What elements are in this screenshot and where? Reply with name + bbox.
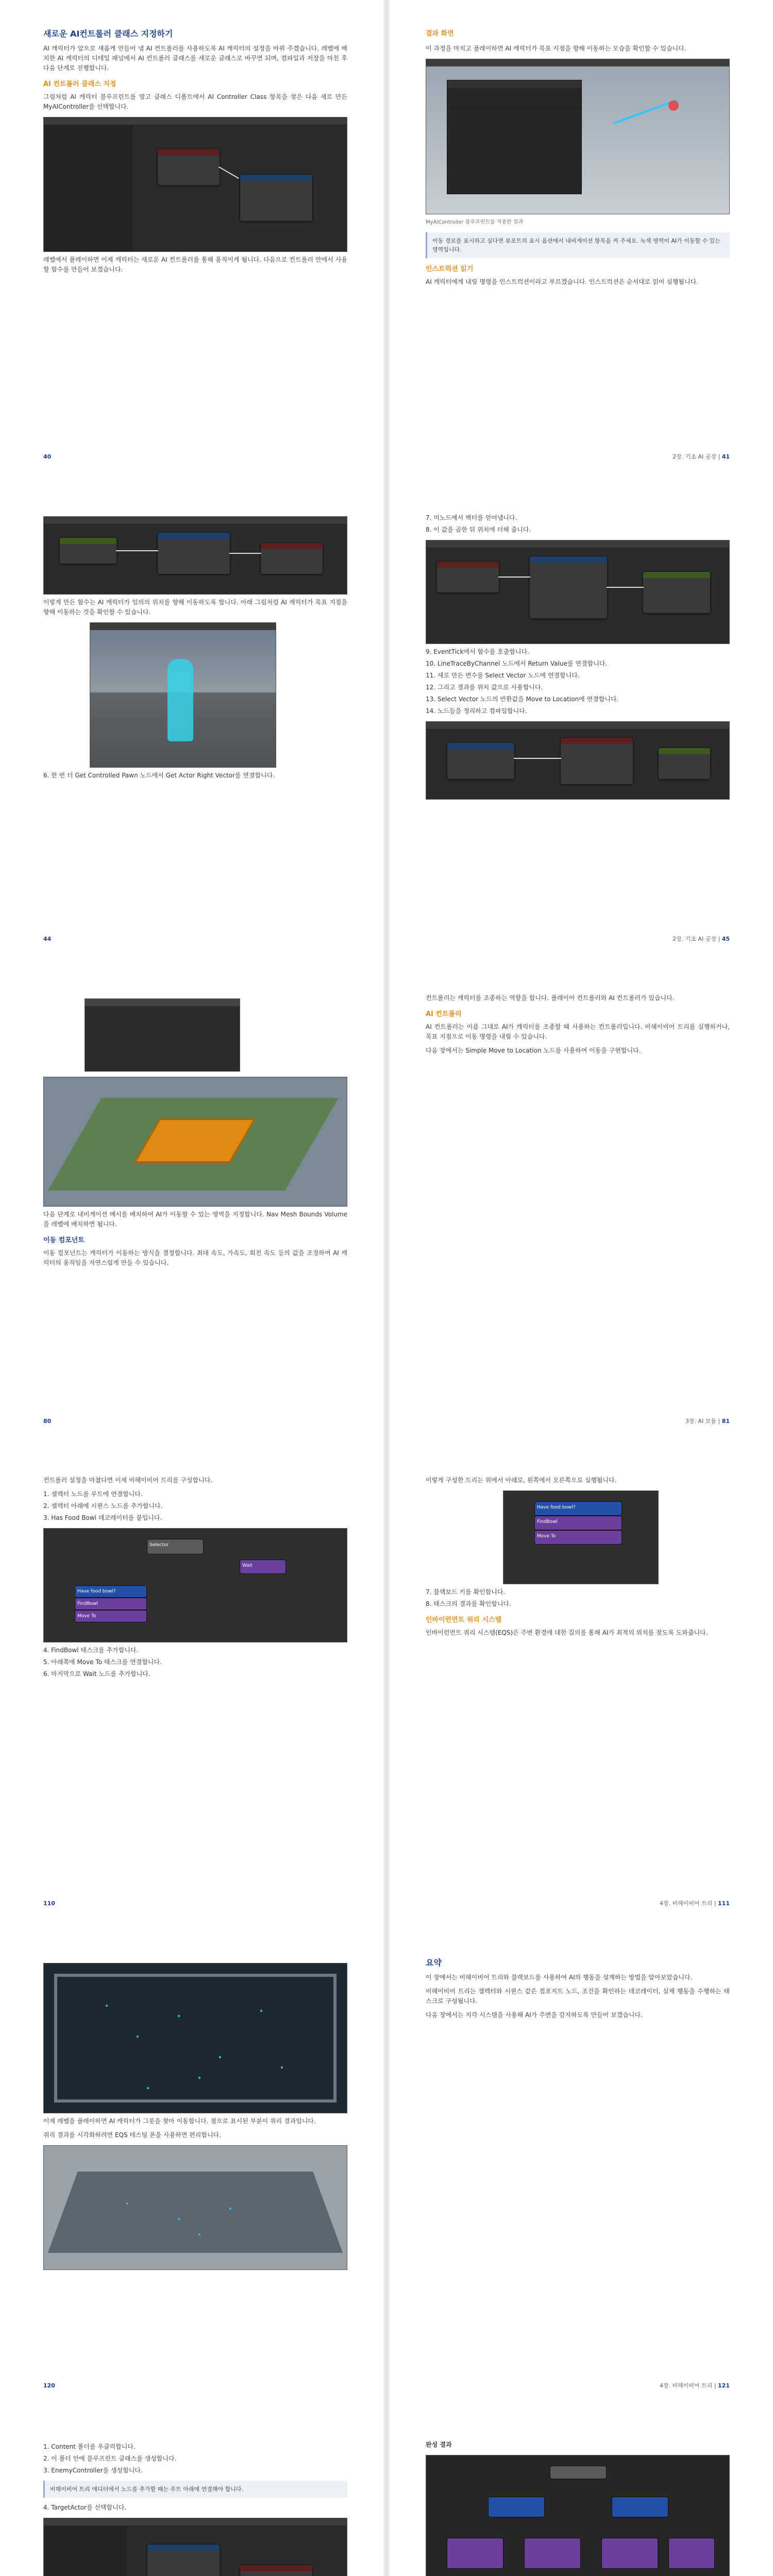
section-heading: AI 컨트롤러 클래스 지정 (43, 80, 116, 88)
paragraph: 다음 장에서는 Simple Move to Location 노드를 사용하여 이동을 구현합니다. (426, 1047, 641, 1054)
editor-screenshot (426, 59, 730, 214)
bt-node: FindBowl (534, 1516, 622, 1530)
page-number: 4장. 비헤이비어 트리 | 121 (659, 2382, 730, 2389)
page-111 (390, 1447, 773, 1929)
section-heading: 인스트럭션 읽기 (426, 265, 474, 273)
paragraph: 비헤이비어 트리는 셀렉터와 시퀀스 같은 컴포지트 노드, 조건을 확인하는 데코레이터, 실제 행동을 수행하는 태스크로 구성됩니다. (426, 1988, 730, 2005)
note-box: 이동 경로를 표시하고 싶다면 뷰포트의 표시 옵션에서 내비게이션 항목을 켜 주세요. 녹색 영역이 AI가 이동할 수 있는 영역입니다. (426, 232, 730, 258)
page-80 (0, 964, 383, 1447)
viewport-screenshot (90, 622, 276, 768)
editor-screenshot (43, 2518, 347, 2576)
list-item: 10. LineTraceByChannel 노드에서 Return Value를 연결합니다. (426, 660, 608, 667)
editor-screenshot (43, 117, 347, 252)
behavior-tree-screenshot (503, 1490, 659, 1584)
page-number: 110 (43, 1900, 55, 1907)
page-134 (0, 2411, 383, 2576)
viewport-screenshot (43, 2145, 347, 2270)
bt-node (447, 2538, 503, 2569)
section-heading: 이동 컴포넌트 (43, 1236, 85, 1244)
spread-3 (0, 964, 773, 1447)
list-item: 5. 아래쪽에 Move To 태스크를 연결합니다. (43, 1658, 162, 1666)
viewport-screenshot (43, 1963, 347, 2113)
list-item: 9. EventTick에서 함수를 호출합니다. (426, 648, 529, 655)
list-item: 7. 미노드에서 벡터를 얻어냅니다. (426, 514, 517, 521)
bt-node (601, 2538, 658, 2569)
list-item: 7. 블랙보드 키를 확인합니다. (426, 1588, 506, 1596)
paragraph: 이동 컴포넌트는 캐릭터가 이동하는 방식을 결정합니다. 최대 속도, 가속도, 회전 속도 등의 값을 조정하여 AI 캐릭터의 움직임을 자연스럽게 만들 수 있습니다. (43, 1249, 347, 1266)
list-item: 3. EnemyController를 생성합니다. (43, 2467, 143, 2474)
page-81 (390, 964, 773, 1447)
list-item: 11. 새로 만든 변수를 Select Vector 노드에 연결합니다. (426, 672, 580, 679)
bt-node: Selector (147, 1539, 204, 1554)
paragraph: 이 장에서는 비헤이비어 트리와 블랙보드를 사용하여 AI의 행동을 설계하는 방법을 알아보았습니다. (426, 1974, 693, 1981)
paragraph: 컨트롤러는 캐릭터를 조종하는 역할을 합니다. 플레이어 컨트롤러와 AI 컨트롤러가 있습니다. (426, 994, 675, 1002)
list-item: 4. TargetActor를 선택합니다. (43, 2504, 127, 2511)
figure-caption: MyAIController 블루프린트를 적용한 결과 (426, 219, 524, 225)
section-heading: AI 컨트롤러 (426, 1010, 462, 1018)
editor-screenshot (426, 721, 730, 800)
bt-node: Wait (240, 1560, 286, 1574)
list-item: 4. FindBowl 태스크를 추가합니다. (43, 1647, 139, 1654)
page-120 (0, 1929, 383, 2411)
bt-node (488, 2497, 545, 2517)
page-number: 40 (43, 453, 52, 460)
section-heading: 결과 화면 (426, 30, 454, 38)
spread-6 (0, 2411, 773, 2576)
list-item: 2. 셀렉터 아래에 시퀀스 노드를 추가합니다. (43, 1502, 163, 1510)
page-41 (390, 0, 773, 482)
paragraph: 다음 단계로 내비게이션 메시를 배치하여 AI가 이동할 수 있는 영역을 지정합니다. Nav Mesh Bounds Volume을 레벨에 배치하면 됩니다. (43, 1211, 347, 1228)
paragraph: AI 컨트롤러는 이름 그대로 AI가 캐릭터를 조종할 때 사용하는 컨트롤러입니다. 비헤이비어 트리를 실행하거나, 목표 지점으로 이동 명령을 내릴 수 있습니다. (426, 1023, 730, 1040)
page-number: 4장. 비헤이비어 트리 | 111 (659, 1900, 730, 1907)
page-number: 120 (43, 2382, 55, 2389)
page-135 (390, 2411, 773, 2576)
list-item: 13. Select Vector 노드의 반환값을 Move to Location에 연결합니다. (426, 696, 619, 703)
note-box: 비헤이비어 트리 에디터에서 노드를 추가할 때는 루트 아래에 연결해야 합니다. (43, 2481, 347, 2498)
paragraph: 이렇게 구성한 트리는 위에서 아래로, 왼쪽에서 오른쪽으로 실행됩니다. (426, 1477, 617, 1484)
paragraph: AI 캐릭터가 앞으로 새롭게 만들어 낼 AI 컨트롤러를 사용하도록 AI 캐릭터의 설정을 바꿔 주겠습니다. 레벨에 배치한 AI 캐릭터의 디테일 패널에서 AI 컨트롤러 클래스를 새로운 클래스로 바꾸면 되며, 컴파일과 저장을 마친 후 다음 단계로 진행합니다. (43, 45, 347, 72)
page-44 (0, 482, 383, 964)
page-40 (0, 0, 383, 482)
bt-node (524, 2538, 581, 2569)
bt-node (612, 2497, 668, 2517)
paragraph: 다음 장에서는 지각 시스템을 사용해 AI가 주변을 감지하도록 만들어 보겠습니다. (426, 2011, 643, 2019)
section-heading: 인바이런먼트 쿼리 시스템 (426, 1616, 502, 1624)
page-title: 새로운 AI컨트롤러 클래스 지정하기 (43, 29, 173, 39)
list-item: 1. Content 폴더를 우클릭합니다. (43, 2443, 136, 2450)
paragraph: 그림처럼 AI 캐릭터 블루프린트를 열고 클래스 디폴트에서 AI Controller Class 항목을 찾은 다음 새로 만든 MyAIController를 선택합니다. (43, 93, 347, 110)
paragraph: 이렇게 만든 함수는 AI 캐릭터가 임의의 위치를 향해 이동하도록 합니다. 아래 그림처럼 AI 캐릭터가 목표 지점을 향해 이동하는 것을 확인할 수 있습니다. (43, 599, 347, 616)
list-item: 12. 그리고 결과를 위치 값으로 사용합니다. (426, 684, 543, 691)
page-number: 3장. AI 모듈 | 81 (685, 1418, 730, 1425)
bt-node: Have food bowl? (75, 1585, 147, 1598)
page-number: 2장. 기초 AI 공장 | 41 (673, 453, 730, 460)
figure-label: 완성 결과 (426, 2441, 452, 2448)
behavior-tree-screenshot (43, 1528, 347, 1642)
page-110 (0, 1447, 383, 1929)
paragraph: 이 과정을 마치고 플레이하면 AI 캐릭터가 목표 지점을 향해 이동하는 모습을 확인할 수 있습니다. (426, 45, 686, 52)
page-121 (390, 1929, 773, 2411)
behavior-tree-screenshot (426, 2455, 730, 2576)
spread-5 (0, 1929, 773, 2411)
list-item: 8. 태스크의 결과를 확인합니다. (426, 1600, 511, 1607)
page-number: 44 (43, 936, 52, 942)
list-item: 3. Has Food Bowl 데코레이터를 붙입니다. (43, 1514, 162, 1521)
list-item: 2. 이 폴더 안에 블루프린트 클래스를 생성합니다. (43, 2455, 177, 2462)
page-number: 2장. 기초 AI 공장 | 45 (673, 936, 730, 942)
paragraph: 레벨에서 플레이하면 이제 캐릭터는 새로운 AI 컨트롤러를 통해 움직이게 됩니다. 다음으로 컨트롤러 안에서 사용할 함수를 만들어 보겠습니다. (43, 256, 347, 273)
list-item: 8. 이 값을 곱한 뒤 위치에 더해 줍니다. (426, 526, 531, 533)
paragraph: 이제 레벨을 플레이하면 AI 캐릭터가 그릇을 찾아 이동합니다. 점으로 표시된 부분이 쿼리 결과입니다. (43, 2117, 316, 2125)
navmesh-screenshot (43, 1077, 347, 1207)
bt-node: Move To (75, 1610, 147, 1622)
page-title: 요약 (426, 1958, 442, 1968)
list-item: 14. 노드들을 정리하고 컴파일합니다. (426, 707, 527, 715)
list-item: 6. 마지막으로 Wait 노드를 추가합니다. (43, 1670, 150, 1677)
paragraph: 컨트롤러 설정을 마쳤다면 이제 비헤이비어 트리를 구성합니다. (43, 1477, 213, 1484)
bt-node: FindBowl (75, 1598, 147, 1610)
list-item: 6. 한 번 더 Get Controlled Pawn 노드에서 Get Actor Right Vector를 연결합니다. (43, 772, 275, 779)
paragraph: AI 캐릭터에게 내릴 명령을 인스트럭션이라고 부르겠습니다. 인스트럭션은 순서대로 읽어 실행됩니다. (426, 278, 698, 285)
bt-node: Have food bowl? (534, 1501, 622, 1516)
spread-4 (0, 1447, 773, 1929)
details-panel-screenshot (85, 998, 240, 1072)
bt-node (668, 2538, 715, 2569)
bt-node (550, 2466, 607, 2479)
list-item: 1. 셀렉터 노드를 루트에 연결합니다. (43, 1490, 143, 1498)
editor-screenshot (43, 516, 347, 595)
bt-node: Move To (534, 1530, 622, 1545)
editor-screenshot (426, 540, 730, 644)
paragraph: 인바이런먼트 쿼리 시스템(EQS)은 주변 환경에 대한 질의를 통해 AI가 최적의 위치를 찾도록 도와줍니다. (426, 1629, 708, 1636)
page-number: 80 (43, 1418, 52, 1425)
spread-2 (0, 482, 773, 964)
spread-1 (0, 0, 773, 482)
paragraph: 쿼리 결과를 시각화하려면 EQS 테스팅 폰을 사용하면 편리합니다. (43, 2131, 221, 2139)
page-45 (390, 482, 773, 964)
